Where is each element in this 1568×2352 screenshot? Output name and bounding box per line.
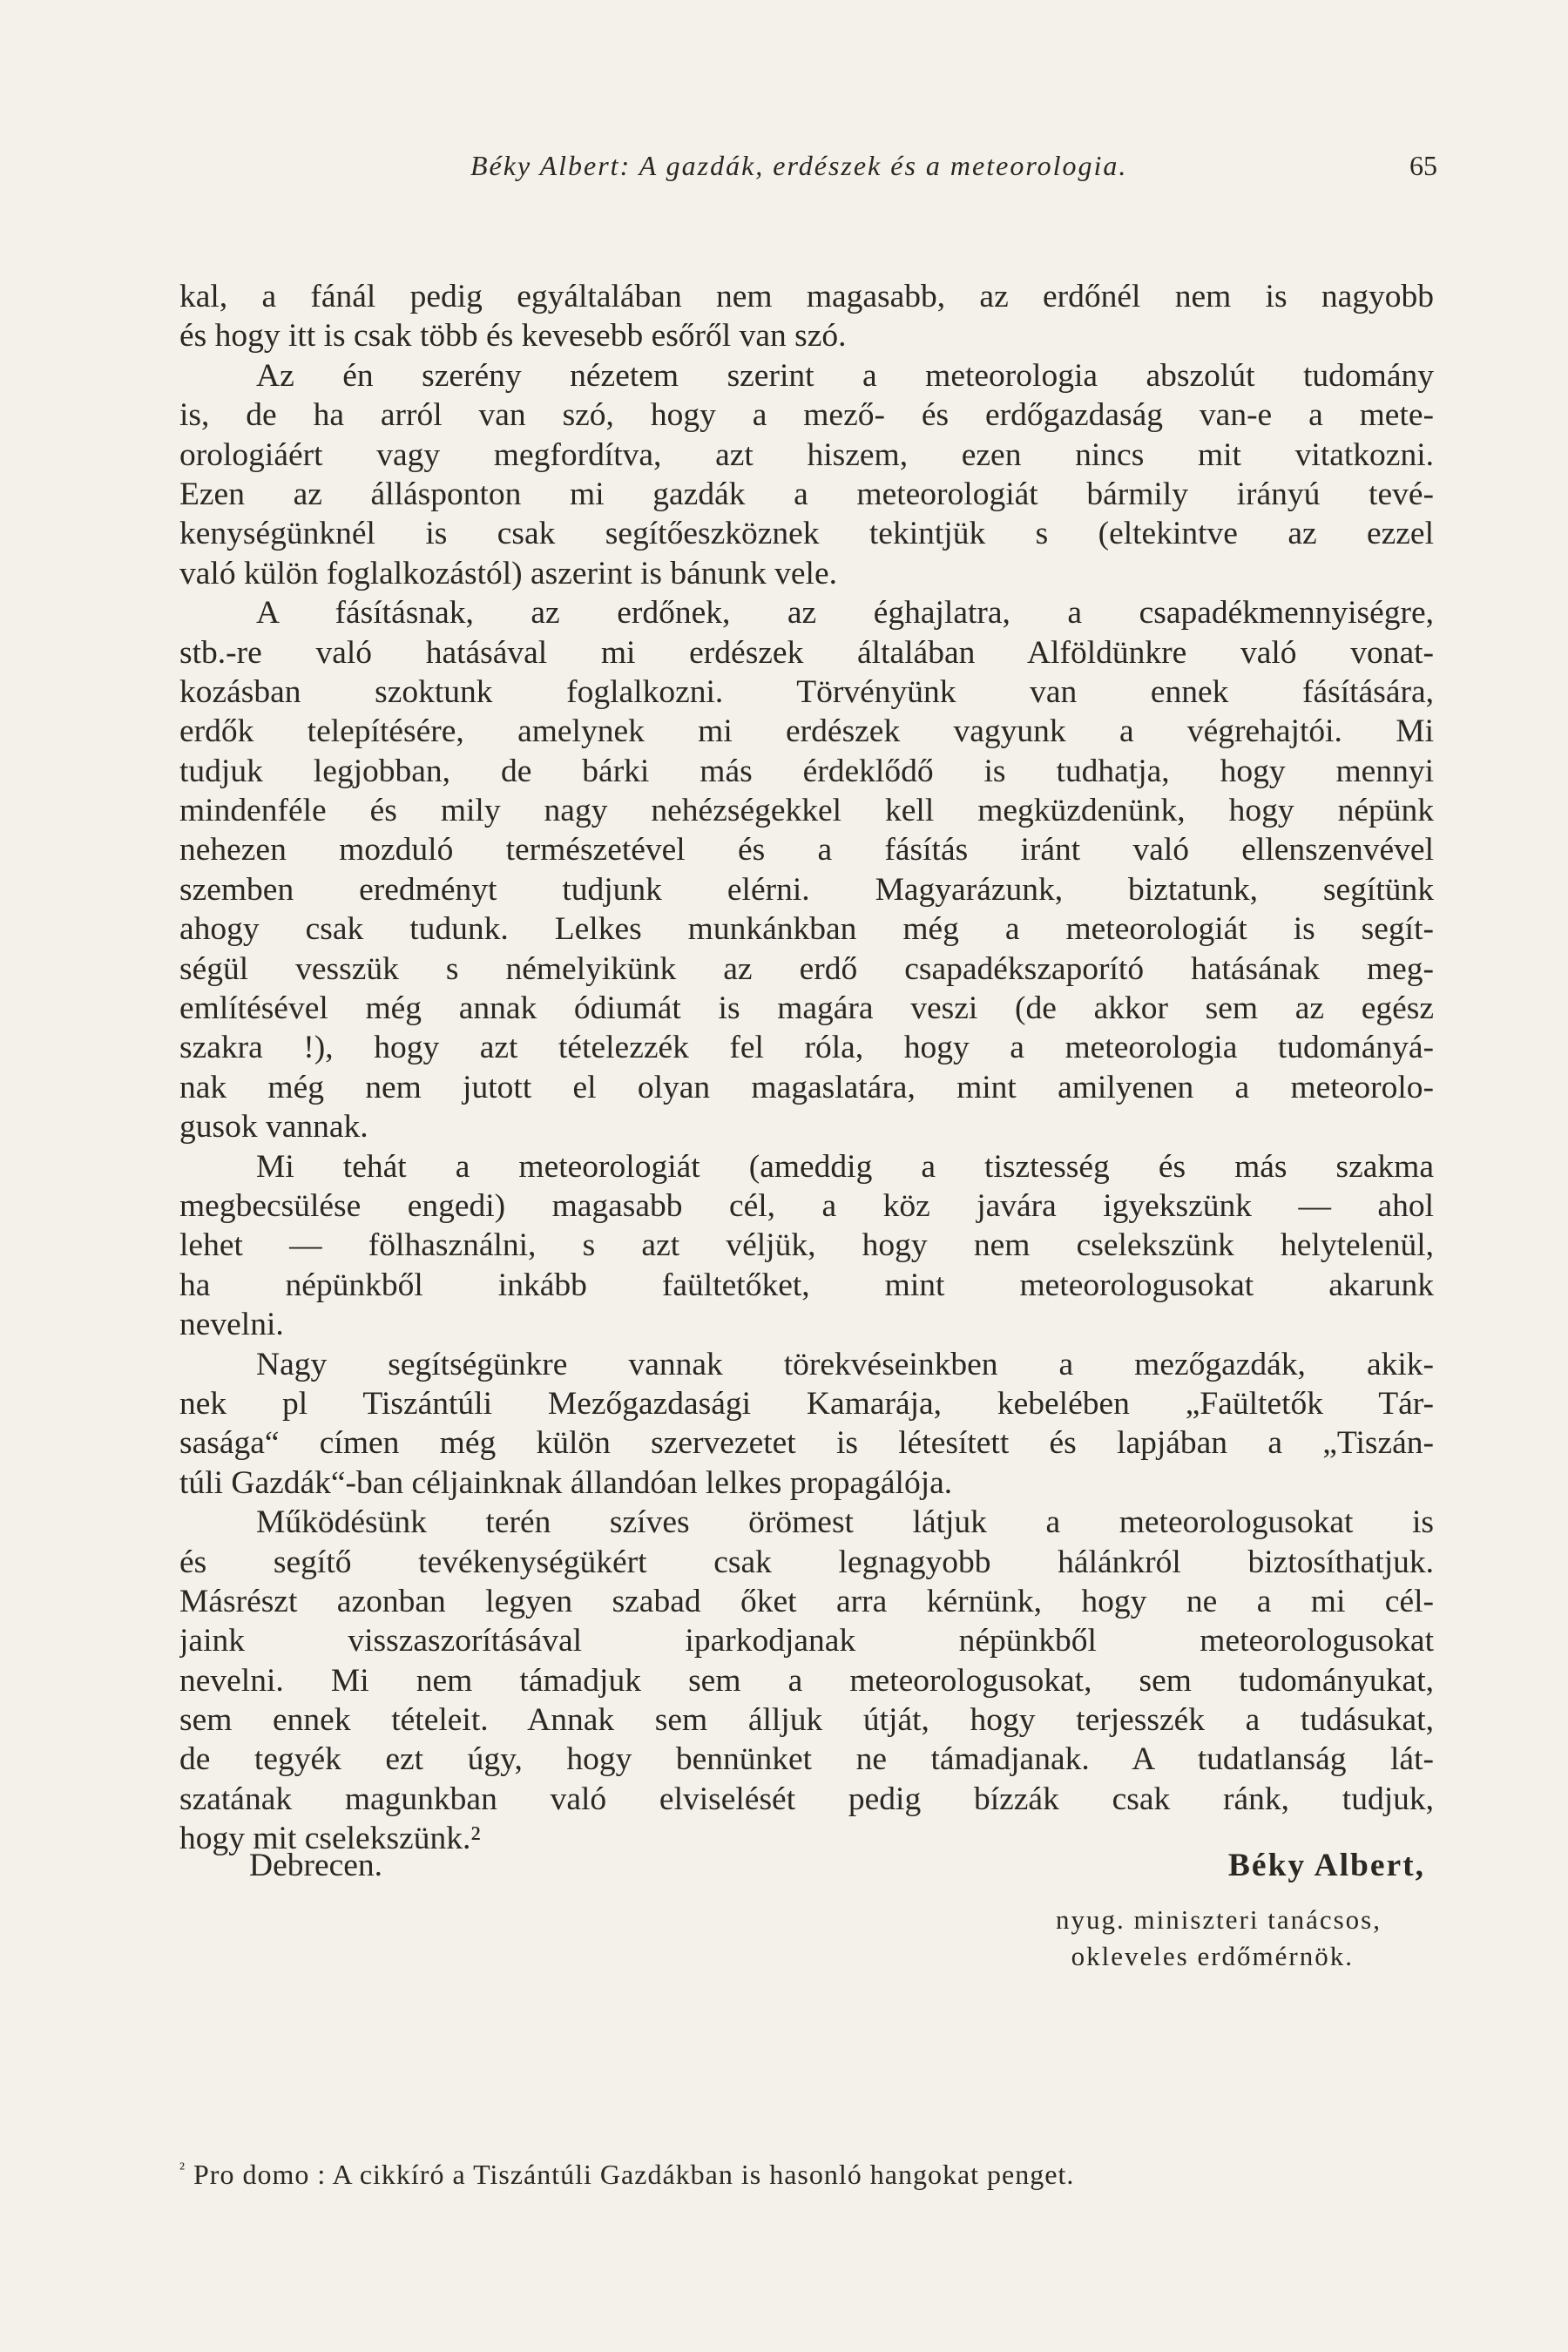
signature-title-2: okleveles erdőmérnök.	[1071, 1941, 1354, 1971]
text-line: nehezen mozduló természetével és a fásítás iránt való ellenszenvével	[179, 832, 1434, 868]
text-line: ha népünkből inkább faültetőket, mint meteorologusokat akarunk	[179, 1267, 1434, 1303]
signature-place: Debrecen.	[249, 1848, 383, 1883]
text-line: és hogy itt is csak több és kevesebb esőről van szó.	[179, 318, 847, 355]
text-line: kal, a fánál pedig egyáltalában nem magasabb, az erdőnél nem is nagyobb	[179, 279, 1434, 314]
text-line: lehet — fölhasználni, s azt véljük, hogy nem cselekszünk helytelenül,	[179, 1227, 1434, 1264]
running-head	[0, 150, 1568, 193]
text-line: megbecsülése engedi) magasabb cél, a köz javára igyekszünk — ahol	[179, 1187, 1434, 1224]
text-line: kenységünknél is csak segítőeszköznek tekintjük s (eltekintve az ezzel	[179, 516, 1434, 552]
text-line: orologiáért vagy megfordítva, azt hiszem, ezen nincs mit vitatkozni.	[179, 436, 1434, 473]
signature-block	[179, 1847, 1434, 2073]
text-line: ahogy csak tudunk. Lelkes munkánkban még a meteorologiát is segít-	[179, 911, 1434, 948]
text-line: szakra !), hogy azt tételezzék fel róla, hogy a meteorologia tudományá-	[179, 1030, 1434, 1066]
text-line: mindenféle és mily nagy nehézségekkel kell megküzdenünk, hogy népünk	[179, 793, 1434, 829]
text-line: Másrészt azonban legyen szabad őket arra kérnünk, hogy ne a mi cél-	[179, 1583, 1434, 1619]
footnote	[179, 2159, 1434, 2191]
text-line: nevelni.	[179, 1307, 284, 1343]
text-line: való külön foglalkozástól) aszerint is bánunk vele.	[179, 555, 837, 591]
signature-title-1: nyug. miniszteri tanácsos,	[1056, 1904, 1382, 1935]
text-line: Mi tehát a meteorologiát (ameddig a tisztesség és más szakma	[256, 1148, 1434, 1185]
footnote-text: Pro domo : A cikkíró a Tiszántúli Gazdákban is hasonló hangokat penget.	[186, 2159, 1075, 2190]
text-line: jaink visszaszorításával iparkodjanak népünkből meteorologusokat	[179, 1623, 1434, 1659]
text-line: említésével még annak ódiumát is magára veszi (de akkor sem az egész	[179, 990, 1434, 1027]
text-line: hogy mit cselekszünk.²	[179, 1821, 481, 1857]
text-line: tudjuk legjobban, de bárki más érdeklődő is tudhatja, hogy mennyi	[179, 753, 1434, 789]
text-line: túli Gazdák“-ban céljainknak állandóan lelkes propagálója.	[179, 1464, 953, 1501]
text-line: kozásban szoktunk foglalkozni. Törvényünk van ennek fásítására,	[179, 673, 1434, 710]
text-line: sasága“ címen még külön szervezetet is létesített és lapjában a „Tiszán-	[179, 1425, 1434, 1462]
text-line: Működésünk terén szíves örömest látjuk a meteorologusokat is	[256, 1504, 1434, 1541]
text-line: de tegyék ezt úgy, hogy bennünket ne támadjanak. A tudatlanság lát-	[179, 1741, 1434, 1778]
text-line: erdők telepítésére, amelynek mi erdészek vagyunk a végrehajtói. Mi	[179, 713, 1434, 750]
text-line: gusok vannak.	[179, 1109, 368, 1146]
running-title: Béky Albert: A gazdák, erdészek és a meteorologia.	[470, 150, 1128, 181]
text-line: Az én szerény nézetem szerint a meteorologia abszolút tudomány	[256, 357, 1434, 394]
text-line: stb.-re való hatásával mi erdészek általában Alföldünkre való vonat-	[179, 634, 1434, 671]
footnote-marker: ²	[179, 2159, 186, 2179]
page-number: 65	[1409, 150, 1437, 181]
article-body	[179, 277, 1434, 1859]
text-line: szemben eredményt tudjunk elérni. Magyarázunk, biztatunk, segítünk	[179, 871, 1434, 908]
text-line: nek pl Tiszántúli Mezőgazdasági Kamarája, kebelében „Faültetők Tár-	[179, 1385, 1434, 1422]
text-line: Nagy segítségünkre vannak törekvéseinkben a mezőgazdák, akik-	[256, 1346, 1434, 1382]
text-line: is, de ha arról van szó, hogy a mező- és erdőgazdaság van-e a mete-	[179, 397, 1434, 434]
text-line: és segítő tevékenységükért csak legnagyobb hálánkról biztosíthatjuk.	[179, 1544, 1434, 1580]
text-line: A fásításnak, az erdőnek, az éghajlatra, a csapadékmennyiségre,	[256, 595, 1434, 632]
text-line: Ezen az állásponton mi gazdák a meteorologiát bármily irányú tevé-	[179, 476, 1434, 512]
text-line: szatának magunkban való elviselését pedig bízzák csak ránk, tudjuk,	[179, 1781, 1434, 1817]
text-line: nevelni. Mi nem támadjuk sem a meteorologusokat, sem tudományukat,	[179, 1662, 1434, 1699]
text-line: ségül vesszük s némelyikünk az erdő csapadékszaporító hatásának meg-	[179, 950, 1434, 987]
signature-author: Béky Albert,	[1227, 1848, 1425, 1883]
text-line: nak még nem jutott el olyan magaslatára, mint amilyenen a meteorolo-	[179, 1069, 1434, 1105]
text-line: sem ennek tételeit. Annak sem álljuk útját, hogy terjesszék a tudásukat,	[179, 1702, 1434, 1739]
